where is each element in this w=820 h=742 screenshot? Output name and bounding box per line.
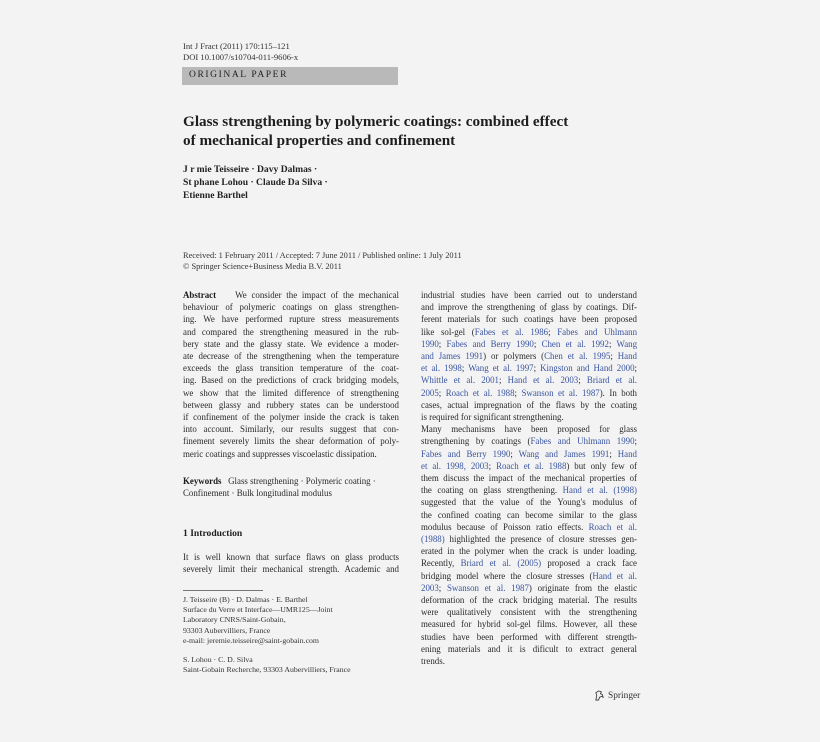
body-line (421, 399, 637, 411)
body-text: modulus because of Poisson ratio effects. (421, 521, 589, 532)
keywords-text: Glass strengthening · Polymeric coating · (228, 476, 376, 486)
body-text: ; (438, 582, 447, 593)
abstract-line: meric coatings and suppresses viscoelastic dissipation. (183, 448, 377, 459)
citation-link[interactable]: Wang and James 1991 (518, 448, 610, 459)
affiliation-block (183, 655, 351, 675)
body-text: like sol-gel ( (421, 326, 475, 337)
citation-link[interactable]: Hand (617, 448, 637, 459)
abstract-line: finement severely limits the shear deformation of poly- (183, 436, 399, 447)
body-text: ; (578, 375, 587, 386)
body-text: is required for significant strengthening. (421, 412, 564, 423)
body-line (421, 606, 637, 618)
body-line (421, 387, 637, 399)
affiliation-line: S. Lohou · C. D. Silva (183, 655, 253, 664)
abstract-text: We consider the impact of the mechanical (235, 290, 399, 300)
citation-link[interactable]: Fabes and Uhlmann 1990 (530, 436, 635, 447)
abstract-line: ing. Based on the predictions of crack bridging models, (183, 375, 399, 386)
body-text: ; (533, 338, 542, 349)
abstract-line: exceeds the glass transition temperature of the coat- (183, 363, 399, 374)
body-text: strengthening by coatings ( (421, 436, 531, 447)
body-text: Recently, (421, 558, 461, 569)
body-text: ferent materials for such coatings have been proposed (421, 314, 637, 325)
citation-link[interactable]: Swanson et al. 1987 (446, 582, 529, 593)
body-line (421, 289, 637, 301)
affiliation-block (183, 595, 333, 646)
body-text: ; (610, 351, 618, 362)
copyright-line: © Springer Science+Business Media B.V. 2011 (183, 262, 342, 271)
body-text: measured for hybrid sol-gel films. However, all these (421, 619, 637, 630)
body-line (421, 618, 637, 630)
body-text: industrial studies have been carried out to understand (421, 290, 637, 300)
body-text: ) but only few of (566, 460, 637, 471)
body-line (421, 460, 637, 472)
citation-link[interactable]: 1990 (421, 338, 439, 349)
body-text-column (421, 289, 637, 667)
body-line (421, 350, 637, 362)
publisher-name: Springer (608, 690, 641, 701)
body-text: suggested that the value of the Young's modulus of (421, 497, 637, 508)
body-text: ; (634, 363, 637, 374)
body-line (421, 338, 637, 350)
body-line (421, 557, 637, 569)
citation-link[interactable]: et al. 1998 (421, 363, 462, 374)
body-line (421, 423, 637, 435)
citation-link[interactable]: and James 1991 (421, 351, 484, 362)
body-line (421, 374, 637, 386)
body-line (421, 533, 637, 545)
body-line (421, 496, 637, 508)
journal-citation: Int J Fract (2011) 170:115–121 (183, 41, 290, 51)
keywords-block (183, 475, 399, 499)
citation-link[interactable]: Wang et al. 1997 (468, 363, 534, 374)
body-text: ; (498, 375, 508, 386)
body-line (421, 448, 637, 460)
abstract-block (183, 289, 399, 460)
body-line (421, 643, 637, 655)
body-text: cases, actual impregnation of the flaws by the coating (421, 399, 637, 410)
citation-link[interactable]: Roach et al. 1988 (496, 460, 567, 471)
body-text: ; (461, 363, 469, 374)
body-text: them discuss the impact of the mechanical properties of (421, 473, 637, 484)
body-text: ; (609, 448, 618, 459)
citation-link[interactable]: Fabes and Uhlmann (557, 326, 637, 337)
body-line (421, 435, 637, 447)
affiliation-line: Surface du Verre et Interface—UMR125—Joint (183, 605, 333, 615)
body-line (421, 301, 637, 313)
citation-link[interactable]: Fabes and Berry 1990 (446, 338, 534, 349)
citation-link[interactable]: Roach et al. (588, 521, 637, 532)
body-text: deformation of the crack bridging material. The results (421, 595, 637, 606)
body-text: bridging model where the closure stresses ( (421, 570, 593, 581)
abstract-first-line (183, 289, 399, 301)
body-line (421, 411, 637, 423)
affiliation-line: Laboratory CNRS/Saint-Gobain, (183, 615, 286, 625)
body-text: ; (510, 448, 519, 459)
body-line (421, 545, 637, 557)
body-text: ; (514, 387, 522, 398)
body-line (421, 362, 637, 374)
abstract-line: if confinement of the polymer inside the crack is taken (183, 412, 399, 423)
affiliation-line: e-mail: jeremie.teisseire@saint-gobain.com (183, 635, 319, 645)
body-text: highlighted the presence of closure stresses gen- (444, 534, 637, 545)
body-line (421, 472, 637, 484)
body-line (421, 484, 637, 496)
citation-link[interactable]: Hand (617, 351, 637, 362)
abstract-line: into account. Similarly, our results suggest that con- (183, 424, 399, 435)
body-text: proposed a crack face (541, 558, 637, 569)
body-line (421, 509, 637, 521)
body-text: erated in the polymer when the crack is under loading. (421, 546, 637, 557)
body-text: trends. (421, 656, 445, 667)
body-line (421, 326, 637, 338)
abstract-line: we show that the limited difference of strengthening (183, 387, 399, 398)
citation-link[interactable]: 2005 (421, 387, 439, 398)
body-text: ; (438, 338, 447, 349)
author-line: J r mie Teisseire · Davy Dalmas · (183, 164, 318, 175)
body-text: the confined coating can become similar to the glass (421, 509, 637, 520)
body-line (421, 313, 637, 325)
title-line: Glass strengthening by polymeric coatings: combined effect (183, 113, 569, 130)
abstract-line: ate decrease of the strengthening when the temperature (183, 351, 399, 362)
title-line: of mechanical properties and confinement (183, 132, 456, 149)
publisher-logo (594, 690, 640, 701)
citation-link[interactable]: Hand et al. (1998) (562, 485, 637, 496)
affiliation-line: Saint-Gobain Recherche, 93303 Aubervilliers, France (183, 665, 351, 675)
citation-link[interactable]: (1988) (421, 534, 445, 545)
body-line (421, 655, 637, 667)
body-text: ening materials and it is dificult to extract general (421, 643, 637, 654)
author-line: Etienne Barthel (183, 190, 248, 201)
citation-link[interactable]: Swanson et al. 1987 (521, 387, 600, 398)
doi-line: DOI 10.1007/s10704-011-9606-x (183, 52, 299, 62)
author-line: St phane Lohou · Claude Da Silva · (183, 177, 328, 188)
body-line (421, 582, 637, 594)
citation-link[interactable]: Whittle et al. 2001 (421, 375, 499, 386)
body-text: and improve the strengthening of glass by coatings. Dif- (421, 302, 637, 313)
body-text: ). In both (599, 387, 637, 398)
dates-line: Received: 1 February 2011 / Accepted: 7 June 2011 / Published online: 1 July 2011 (183, 251, 462, 260)
body-line (421, 594, 637, 606)
abstract-line: behaviour of polymeric coatings on glass strengthen- (183, 302, 399, 313)
abstract-line: between glassy and rubbery states can be understood (183, 399, 399, 410)
citation-link[interactable]: Chen et al. 1992 (541, 338, 609, 349)
intro-line: It is well known that surface flaws on glass products (183, 552, 399, 562)
springer-horse-icon (594, 690, 605, 701)
body-text: ) originate from the elastic (528, 582, 637, 593)
body-text: Many mechanisms have been proposed for glass (421, 424, 637, 435)
affiliation-line: J. Teisseire (B) · D. Dalmas · E. Barthel (183, 595, 308, 604)
article-type-banner (182, 67, 398, 85)
citation-link[interactable]: et al. 1998, 2003 (421, 460, 489, 471)
body-text: were qualitatively consistent with the strengthening (421, 607, 637, 618)
intro-line: severely limit their mechanical strength. Academic and (183, 564, 399, 575)
citation-link[interactable]: Hand et al. 2003 (507, 375, 579, 386)
article-type-label: ORIGINAL PAPER (189, 70, 289, 80)
body-line (421, 570, 637, 582)
body-text: ; (634, 436, 637, 447)
body-text: ; (488, 460, 497, 471)
citation-link[interactable]: Hand et al. (592, 570, 637, 581)
citation-link[interactable]: Wang (616, 338, 637, 349)
body-line (421, 631, 637, 643)
keywords-label: Keywords (183, 476, 222, 486)
citation-link[interactable]: Briard et al. (586, 375, 637, 386)
body-text: ; (438, 387, 446, 398)
keywords-first-line (183, 475, 399, 487)
abstract-line: and compared the strengthening measured in the rub- (183, 326, 399, 337)
citation-link[interactable]: Fabes and Berry 1990 (421, 448, 511, 459)
citation-link[interactable]: Briard et al. (2005) (460, 558, 542, 569)
body-text: ; (608, 338, 617, 349)
citation-link[interactable]: Roach et al. 1988 (445, 387, 515, 398)
citation-link[interactable]: Chen et al. 1995 (544, 351, 611, 362)
keywords-line: Confinement · Bulk longitudinal modulus (183, 488, 332, 499)
body-text: the coating on glass strengthening. (421, 485, 563, 496)
body-text: ; (533, 363, 541, 374)
abstract-line: bery state and the glassy state. We evidence a moder- (183, 338, 399, 349)
affiliation-line: 93303 Aubervilliers, France (183, 625, 271, 635)
abstract-label: Abstract (183, 290, 217, 300)
paper-title (183, 112, 623, 150)
section-heading: 1 Introduction (183, 528, 243, 539)
body-text: ) or polymers ( (483, 351, 545, 362)
body-line (421, 521, 637, 533)
abstract-line: ing. We have performed rupture stress measurements (183, 314, 399, 325)
footnote-divider (183, 590, 263, 591)
citation-link[interactable]: 2003 (421, 582, 439, 593)
introduction-text (183, 551, 399, 575)
citation-link[interactable]: Fabes et al. 1986 (474, 326, 549, 337)
citation-link[interactable]: Kingston and Hand 2000 (540, 363, 635, 374)
body-text: studies have been performed with different strength- (421, 631, 637, 642)
body-text: ; (548, 326, 558, 337)
